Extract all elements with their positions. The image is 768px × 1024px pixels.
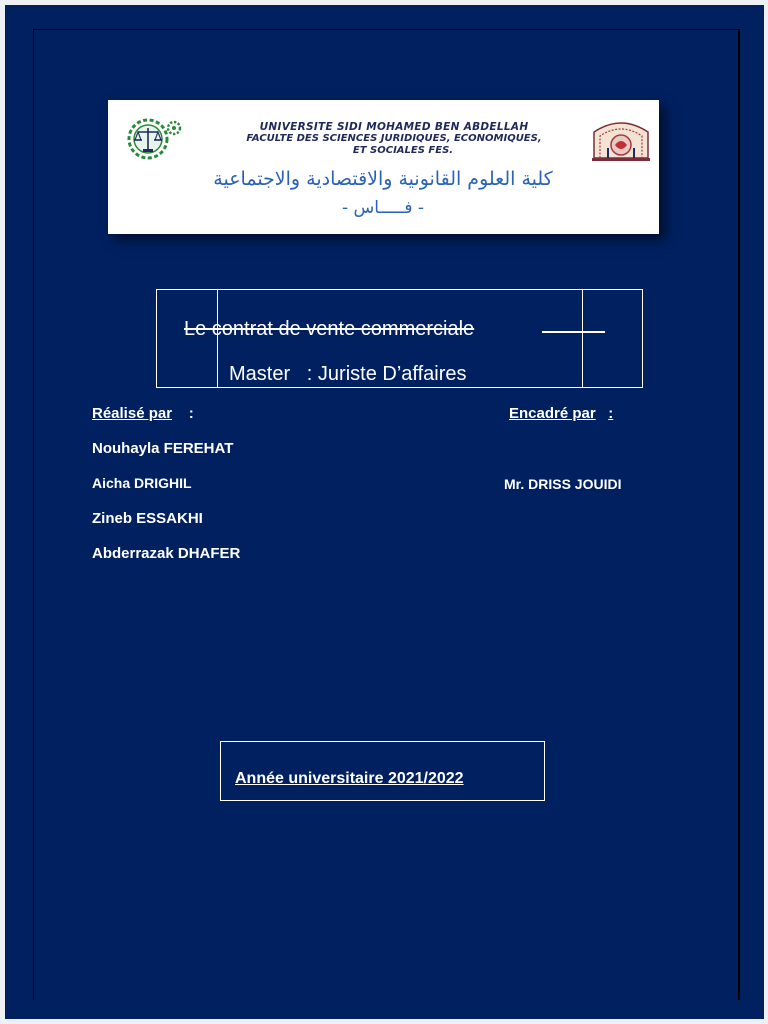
title-table — [156, 289, 643, 388]
university-header-banner — [108, 100, 659, 234]
document-title: Le contrat de vente commerciale — [184, 318, 475, 340]
authors-heading — [92, 405, 194, 422]
authors-colon: : — [188, 405, 194, 422]
faculty-name-arabic: كلية العلوم القانونية والاقتصادية والاجتماعية — [213, 168, 553, 190]
university-name-line-2: FACULTE DES SCIENCES JURIDIQUES, ECONOMIQUES, — [246, 133, 542, 144]
cover-page — [5, 5, 764, 1019]
university-seal-logo-icon — [586, 118, 656, 162]
author-name: Zineb ESSAKHI — [92, 510, 203, 527]
title-rule — [542, 331, 605, 333]
university-name-line-1: UNIVERSITE SIDI MOHAMED BEN ABDELLAH — [259, 121, 529, 133]
author-name: Abderrazak DHAFER — [92, 545, 241, 562]
academic-year: Année universitaire 2021/2022 — [235, 770, 464, 787]
author-name: Aicha DRIGHIL — [92, 475, 192, 491]
master-label: Master — [229, 363, 291, 385]
balance-scale-gear-logo-icon — [114, 116, 188, 162]
supervisor-name: Mr. DRISS JOUIDI — [504, 476, 622, 492]
university-name-line-3: ET SOCIALES FES. — [352, 145, 454, 156]
city-name-arabic: - فـــــاس - — [341, 198, 425, 218]
supervisor-label: Encadré par — [509, 405, 596, 422]
author-name: Nouhayla FEREHAT — [92, 440, 234, 457]
table-divider — [582, 290, 583, 387]
supervisor-colon: : — [608, 405, 614, 422]
master-line — [229, 363, 466, 386]
supervisor-heading — [509, 405, 613, 422]
authors-label: Réalisé par — [92, 405, 173, 422]
master-program: : Juriste D’affaires — [306, 363, 467, 385]
academic-year-box — [220, 741, 545, 801]
